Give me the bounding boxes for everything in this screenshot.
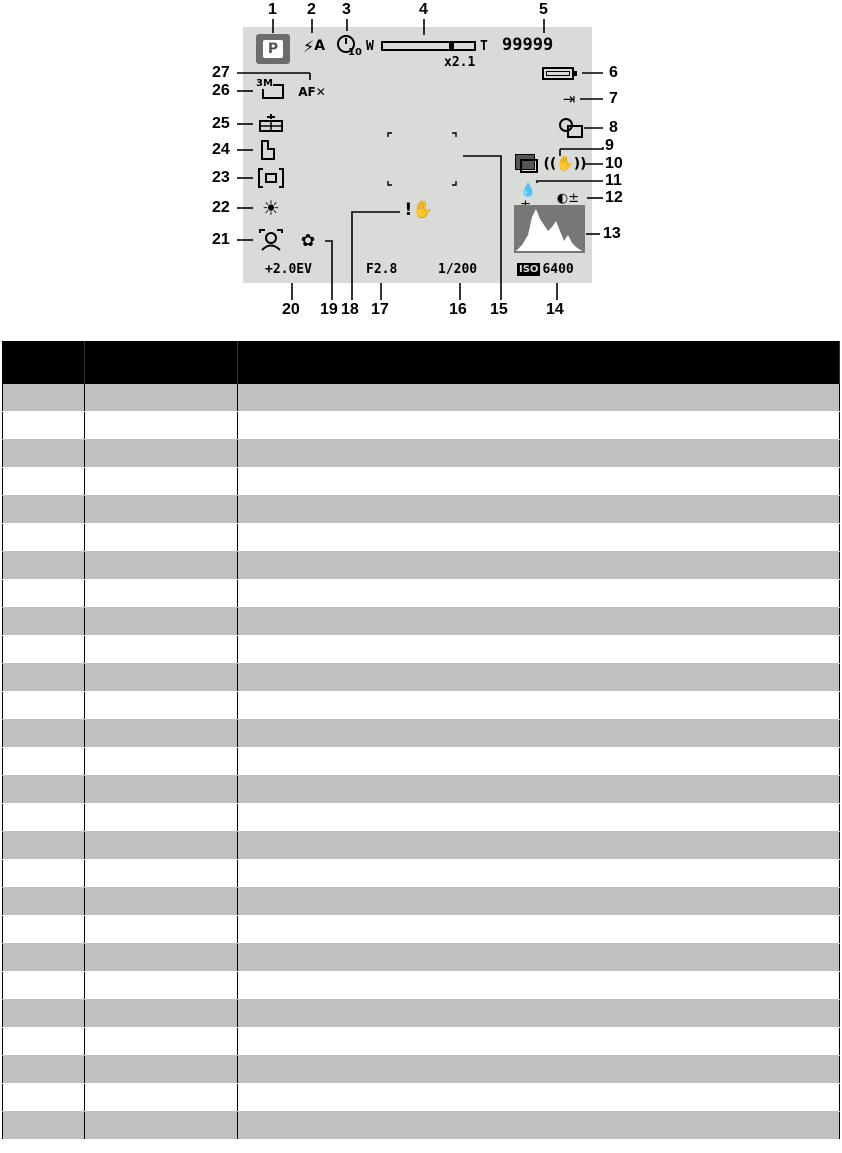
callout-20: 20 bbox=[282, 301, 300, 318]
table-row bbox=[3, 496, 840, 524]
table-cell bbox=[85, 1000, 238, 1028]
table-cell bbox=[238, 748, 840, 776]
table-row bbox=[3, 1056, 840, 1084]
table-row bbox=[3, 720, 840, 748]
callout-13: 13 bbox=[603, 225, 621, 242]
table-row bbox=[3, 804, 840, 832]
table-row bbox=[3, 1084, 840, 1112]
callout-26: 26 bbox=[212, 82, 230, 99]
table-cell bbox=[85, 776, 238, 804]
histogram bbox=[514, 205, 585, 253]
quality-icon bbox=[258, 113, 284, 133]
table-cell bbox=[238, 860, 840, 888]
table-header-cell bbox=[238, 342, 840, 385]
callout-23: 23 bbox=[212, 169, 230, 186]
continuous-shot-icon bbox=[515, 154, 541, 174]
table-cell bbox=[85, 608, 238, 636]
table-cell bbox=[238, 440, 840, 468]
af-lamp-icon: AF ✕ bbox=[298, 85, 326, 99]
callout-12: 12 bbox=[605, 189, 623, 206]
callout-16: 16 bbox=[449, 301, 467, 318]
table-cell bbox=[238, 524, 840, 552]
table-cell bbox=[85, 916, 238, 944]
table-cell bbox=[3, 608, 85, 636]
table-cell bbox=[3, 1056, 85, 1084]
callout-9: 9 bbox=[605, 137, 614, 154]
table-cell bbox=[238, 944, 840, 972]
table-cell bbox=[85, 468, 238, 496]
table-header-cell bbox=[3, 342, 85, 385]
table-row bbox=[3, 776, 840, 804]
aperture-value: F2.8 bbox=[366, 262, 398, 277]
table-cell bbox=[3, 440, 85, 468]
table-cell bbox=[3, 832, 85, 860]
table-cell bbox=[85, 440, 238, 468]
shutter-speed: 1/200 bbox=[438, 262, 478, 277]
table-cell bbox=[85, 860, 238, 888]
callout-5: 5 bbox=[539, 1, 548, 18]
callout-19: 19 bbox=[320, 301, 338, 318]
table-cell bbox=[85, 1028, 238, 1056]
icon-description-table bbox=[2, 341, 840, 1140]
callout-4: 4 bbox=[419, 1, 428, 18]
table-row bbox=[3, 664, 840, 692]
table-cell bbox=[238, 1028, 840, 1056]
camera-display-diagram bbox=[0, 0, 842, 330]
histogram-graph bbox=[514, 205, 585, 253]
table-row bbox=[3, 524, 840, 552]
table-cell bbox=[238, 916, 840, 944]
table-cell bbox=[3, 692, 85, 720]
callout-1: 1 bbox=[268, 1, 277, 18]
table-header-cell bbox=[85, 342, 238, 385]
table-cell bbox=[3, 804, 85, 832]
resolution-icon bbox=[256, 78, 286, 100]
table-cell bbox=[238, 776, 840, 804]
table-cell bbox=[3, 972, 85, 1000]
table-cell bbox=[85, 412, 238, 440]
callout-15: 15 bbox=[490, 301, 508, 318]
program-mode-icon: P bbox=[256, 34, 290, 64]
table-cell bbox=[3, 720, 85, 748]
table-header-row bbox=[3, 342, 840, 385]
table-cell bbox=[238, 664, 840, 692]
callout-2: 2 bbox=[307, 1, 316, 18]
table-cell bbox=[3, 776, 85, 804]
table-cell bbox=[3, 412, 85, 440]
table-cell bbox=[85, 748, 238, 776]
table-cell bbox=[238, 552, 840, 580]
callout-24: 24 bbox=[212, 141, 230, 158]
table-cell bbox=[3, 748, 85, 776]
table-cell bbox=[85, 720, 238, 748]
table-row bbox=[3, 860, 840, 888]
table-cell bbox=[85, 384, 238, 412]
zoom-ratio: x2.1 bbox=[444, 55, 476, 70]
table-row bbox=[3, 580, 840, 608]
saturation-icon: 💧 bbox=[520, 183, 537, 198]
callout-21: 21 bbox=[212, 231, 230, 248]
contrast-icon: ◐± bbox=[556, 190, 580, 206]
table-row bbox=[3, 552, 840, 580]
resolution-label: 3M bbox=[256, 78, 273, 89]
table-row bbox=[3, 384, 840, 412]
table-row bbox=[3, 412, 840, 440]
table-cell bbox=[85, 972, 238, 1000]
table-cell bbox=[238, 468, 840, 496]
table-row bbox=[3, 748, 840, 776]
zoom-wide-label: W bbox=[366, 39, 374, 54]
iso-indicator bbox=[517, 262, 574, 276]
table-cell bbox=[238, 720, 840, 748]
shake-warning-icon: !✋ bbox=[404, 200, 434, 220]
white-balance-icon: ☀ bbox=[262, 196, 280, 220]
table-cell bbox=[238, 412, 840, 440]
storage-icon: ⇥ bbox=[562, 90, 576, 108]
self-timer-icon bbox=[335, 33, 362, 58]
table-cell bbox=[3, 496, 85, 524]
table-cell bbox=[3, 524, 85, 552]
table-cell bbox=[3, 664, 85, 692]
table-cell bbox=[85, 888, 238, 916]
table-row bbox=[3, 1112, 840, 1140]
shots-remaining: 99999 bbox=[502, 35, 554, 55]
table-cell bbox=[238, 832, 840, 860]
table-cell bbox=[3, 860, 85, 888]
table-cell bbox=[85, 1112, 238, 1140]
flash-mode-label: A bbox=[314, 38, 326, 54]
callout-27: 27 bbox=[212, 64, 230, 81]
table-cell bbox=[85, 832, 238, 860]
table-cell bbox=[3, 384, 85, 412]
table-cell bbox=[85, 944, 238, 972]
table-cell bbox=[3, 636, 85, 664]
table-cell bbox=[3, 888, 85, 916]
table-cell bbox=[238, 804, 840, 832]
table-row bbox=[3, 692, 840, 720]
table-row bbox=[3, 636, 840, 664]
metering-icon bbox=[258, 167, 284, 189]
table-cell bbox=[85, 1056, 238, 1084]
table-cell bbox=[3, 916, 85, 944]
table-row bbox=[3, 468, 840, 496]
table-cell bbox=[238, 1000, 840, 1028]
table-row bbox=[3, 1000, 840, 1028]
table-cell bbox=[85, 804, 238, 832]
table-cell bbox=[3, 1028, 85, 1056]
table-row bbox=[3, 832, 840, 860]
table-row bbox=[3, 440, 840, 468]
af-lamp-label: AF bbox=[298, 85, 316, 99]
table-row bbox=[3, 1028, 840, 1056]
table-cell bbox=[238, 888, 840, 916]
table-cell bbox=[3, 1000, 85, 1028]
table-cell bbox=[85, 664, 238, 692]
table-cell bbox=[238, 384, 840, 412]
iso-label: ISO bbox=[519, 263, 539, 275]
table-cell bbox=[238, 1056, 840, 1084]
table-cell bbox=[238, 580, 840, 608]
battery-icon bbox=[542, 67, 574, 80]
table-cell bbox=[3, 468, 85, 496]
zoom-tele-label: T bbox=[480, 39, 488, 54]
flash-auto-icon: ⚡ A bbox=[302, 36, 326, 56]
table-row bbox=[3, 608, 840, 636]
table-cell bbox=[85, 496, 238, 524]
table-cell bbox=[3, 1112, 85, 1140]
table-cell bbox=[238, 972, 840, 1000]
table-cell bbox=[3, 580, 85, 608]
table-cell bbox=[238, 636, 840, 664]
callout-25: 25 bbox=[212, 115, 230, 132]
macro-icon: ✿ bbox=[300, 231, 316, 251]
callout-14: 14 bbox=[546, 301, 564, 318]
table-cell bbox=[238, 496, 840, 524]
face-detection-icon bbox=[257, 229, 285, 251]
table-row bbox=[3, 916, 840, 944]
date-stamp-icon bbox=[558, 117, 584, 139]
table-cell bbox=[85, 552, 238, 580]
table-cell bbox=[3, 944, 85, 972]
table-cell bbox=[85, 636, 238, 664]
callout-7: 7 bbox=[609, 90, 618, 107]
callout-18: 18 bbox=[341, 301, 359, 318]
table-cell bbox=[85, 692, 238, 720]
table-cell bbox=[3, 1084, 85, 1112]
table-cell bbox=[238, 1084, 840, 1112]
table-cell bbox=[85, 524, 238, 552]
svg-text:10: 10 bbox=[348, 47, 362, 58]
callout-22: 22 bbox=[212, 199, 230, 216]
table-body bbox=[3, 384, 840, 1140]
table-row bbox=[3, 972, 840, 1000]
table-cell bbox=[85, 1084, 238, 1112]
callout-6: 6 bbox=[609, 64, 618, 81]
callout-8: 8 bbox=[609, 119, 618, 136]
table-cell bbox=[238, 692, 840, 720]
zoom-bar bbox=[381, 41, 476, 51]
callout-17: 17 bbox=[371, 301, 389, 318]
anti-shake-icon: ((✋)) bbox=[543, 156, 587, 172]
callout-3: 3 bbox=[342, 1, 351, 18]
callout-10: 10 bbox=[605, 155, 623, 172]
table-row bbox=[3, 944, 840, 972]
iso-value: 6400 bbox=[542, 261, 574, 277]
table-cell bbox=[3, 552, 85, 580]
table-cell bbox=[85, 580, 238, 608]
table-row bbox=[3, 888, 840, 916]
sharpness-icon bbox=[260, 139, 282, 161]
callout-11: 11 bbox=[605, 172, 622, 189]
table-cell bbox=[238, 608, 840, 636]
exposure-compensation: +2.0EV bbox=[265, 262, 312, 277]
table-cell bbox=[238, 1112, 840, 1140]
